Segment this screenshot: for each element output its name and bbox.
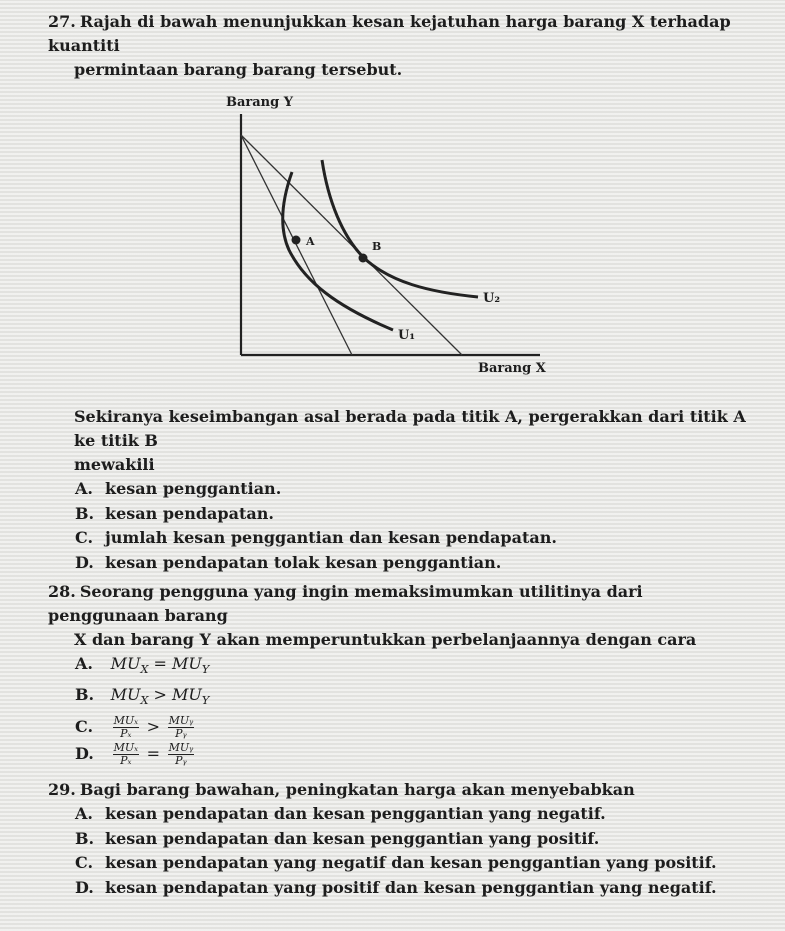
point-b-label: B (372, 240, 382, 253)
point-a-marker (292, 236, 301, 245)
x-axis-label: Barang X (478, 361, 546, 376)
option-b[interactable]: B. $MU_X > MU_Y$ (75, 684, 210, 707)
option-a[interactable]: A. kesan pendapatan dan kesan penggantian yang negatif. (75, 804, 606, 823)
prompt-line1: Sekiranya keseimbangan asal berada pada titik A, pergerakkan dari titik A ke titik B (74, 407, 746, 450)
question-29 (48, 778, 748, 900)
curve-u1-label: U₁ (398, 328, 416, 343)
option-b[interactable]: B. kesan pendapatan dan kesan penggantian yang positif. (75, 828, 600, 848)
option-a[interactable]: A. $MU_X = MU_Y$ (75, 654, 210, 677)
question-28-stem: 28. Seorang pengguna yang ingin memaksimumkan utilitinya dari penggunaan barang (48, 582, 643, 625)
equation-b: $MU_X > MU_Y$ (110, 684, 210, 707)
question-27-stem: 27. Rajah di bawah menunjukkan kesan kejatuhan harga barang X terhadap kuantiti (48, 12, 731, 55)
option-c[interactable]: C. $\frac{\text{MUₓ}}{\text{Pₓ}}$ > $\frac{\text{MUᵧ}}{\text{Pᵧ}}$ (75, 714, 194, 741)
question-27-prompt (48, 405, 748, 575)
question-28-stem-line2: X dan barang Y akan memperuntukkan perbelanjaannya dengan cara (74, 630, 697, 649)
option-c[interactable]: C. kesan pendapatan yang negatif dan kesan penggantian yang positif. (75, 853, 717, 872)
curve-u2-label: U₂ (483, 291, 501, 306)
question-29-stem: 29. Bagi barang bawahan, peningkatan harga akan menyebabkan (48, 780, 635, 799)
fraction-mux-px: $\frac{\text{MUₓ}}{\text{Pₓ}}$ (113, 714, 139, 741)
option-c[interactable]: C. jumlah kesan penggantian dan kesan pendapatan. (75, 528, 557, 547)
point-a-label: A (306, 235, 315, 248)
y-axis-label: Barang Y (226, 95, 294, 110)
equation-a: $MU_X = MU_Y$ (110, 654, 210, 677)
option-a[interactable]: A. kesan penggantian. (75, 479, 282, 498)
question-27-stem-line2: permintaan barang barang tersebut. (74, 60, 403, 79)
option-b[interactable]: B. kesan pendapatan. (75, 503, 274, 523)
fraction-muy-py: $\frac{\text{MUᵧ}}{\text{Pᵧ}}$ (168, 741, 194, 768)
option-d[interactable]: D. $\frac{\text{MUₓ}}{\text{Pₓ}}$ = $\frac{\text{MUᵧ}}{\text{Pᵧ}}$ (75, 741, 194, 768)
question-number: 29. (48, 780, 76, 799)
option-d[interactable]: D. kesan pendapatan tolak kesan penggantian. (75, 552, 502, 572)
fraction-mux-px: $\frac{\text{MUₓ}}{\text{Pₓ}}$ (113, 741, 139, 768)
budget-line-original (241, 135, 352, 355)
indifference-curve-u2 (322, 160, 478, 297)
question-28 (48, 580, 748, 767)
fraction-muy-py: $\frac{\text{MUᵧ}}{\text{Pᵧ}}$ (168, 714, 194, 741)
point-b-marker (359, 254, 368, 263)
question-number: 27. (48, 12, 76, 31)
prompt-line2: mewakili (74, 455, 155, 474)
question-number: 28. (48, 582, 76, 601)
option-d[interactable]: D. kesan pendapatan yang positif dan kesan penggantian yang negatif. (75, 877, 717, 897)
